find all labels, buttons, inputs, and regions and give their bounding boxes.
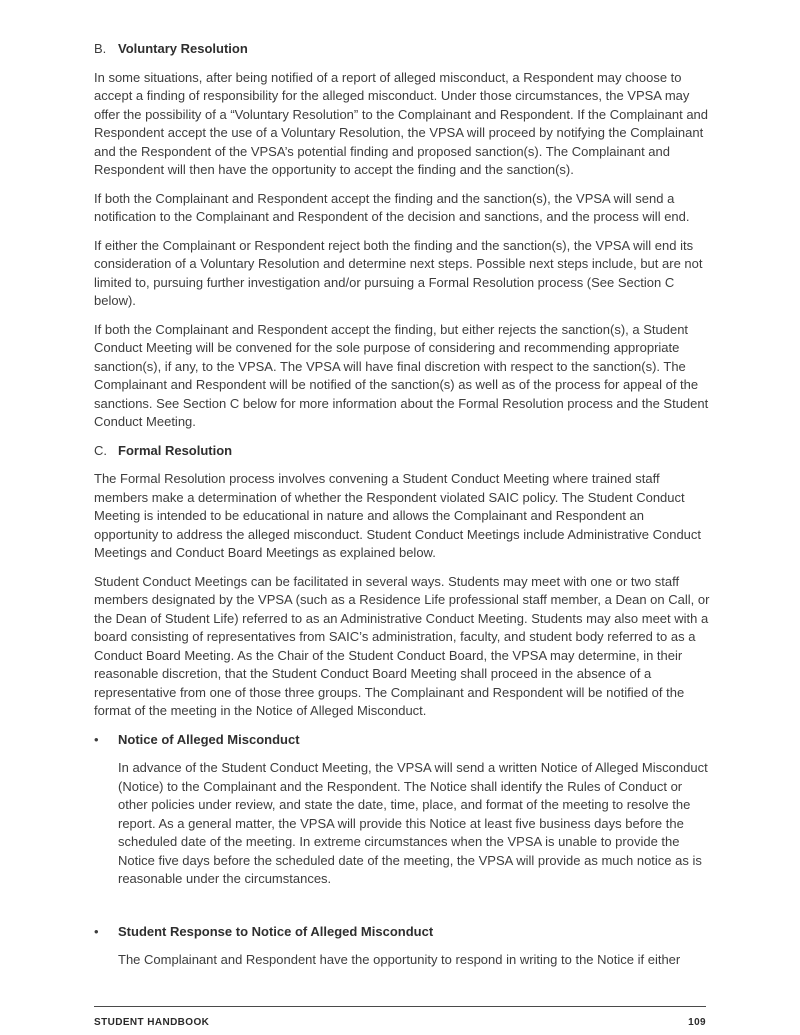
paragraph-b2: If both the Complainant and Respondent accept the finding and the sanction(s), the VPSA will send a notification to the Complainant and Respondent of the decision and sanctions, and the process will end. [94, 190, 690, 224]
bullet-marker: • [94, 731, 99, 747]
bullet-notice-of-alleged-misconduct [94, 731, 710, 750]
paragraph-student-response-body: The Complainant and Respondent have the opportunity to respond in writing to the Notice if either [118, 952, 681, 967]
section-spacer [94, 899, 710, 923]
bullet-student-response [94, 923, 710, 942]
section-title-b: Voluntary Resolution [118, 41, 248, 56]
bullet-title: Notice of Alleged Misconduct [118, 731, 300, 747]
paragraph-b3: If either the Complainant or Respondent reject both the finding and the sanction(s), the VPSA will end its consideration of a Voluntary Resolution and determine next steps. Possible next steps include, but are not limited to, pursuing further investigation and/or pursuing a Formal Resolution process (See Section C below). [94, 237, 703, 308]
section-letter-b: B. [94, 41, 107, 56]
section-title-c: Formal Resolution [118, 442, 233, 458]
footer-document-title: STUDENT HANDBOOK [94, 1017, 210, 1028]
section-letter-c: C. [94, 442, 107, 458]
paragraph-c1: The Formal Resolution process involves convening a Student Conduct Meeting where trained staff members make a determination of whether the Respondent violated SAIC policy. The Student Conduct Meeting is intended to be educational in nature and allows the Complainant and Respondent an opportunity to address the alleged misconduct. Student Conduct Meetings include Administrative Conduct Meetings and Conduct Board Meetings as explained below. [94, 471, 702, 560]
paragraph-b4: If both the Complainant and Respondent accept the finding, but either rejects the sanction(s), a Student Conduct Meeting will be convened for the sole purpose of considering and recommending appropriate sanction(s), if any, to the VPSA. The VPSA will have final discretion with respect to the sanction(s). The Complainant and Respondent will be notified of the sanction(s) as well as of the process for appeal of the sanctions. See Section C below for more information about the Formal Resolution process and the Student Conduct Meeting. [94, 321, 709, 429]
paragraph-notice-body: In advance of the Student Conduct Meeting, the VPSA will send a written Notice of Alleged Misconduct (Notice) to the Complainant and the Respondent. The Notice shall identify the Rules of Conduct or other policies under review, and state the date, time, place, and format of the meeting to resolve the report. As a general matter, the VPSA will provide this Notice at least five business days before the scheduled date of the meeting. In extreme circumstances when the VPSA is unable to provide the Notice five days before the scheduled date of the meeting, the VPSA will provide as much notice as is reasonable under the circumstances. [118, 760, 708, 886]
section-heading-c [94, 442, 710, 461]
paragraph-c2: Student Conduct Meetings can be facilitated in several ways. Students may meet with one or two staff members designated by the VPSA (such as a Residence Life professional staff member, a Dean on Call, or the Dean of Student Life) referred to as an Administrative Conduct Meeting. Students may also meet with a board consisting of representatives from SAIC’s administration, faculty, and student body referred to as a Conduct Board Meeting. As the Chair of the Student Conduct Board, the VPSA may determine, in their reasonable discretion, that the Student Conduct Board Meeting shall proceed in the absence of a representative from one of those three groups. The Complainant and Respondent will be notified of the format of the meeting in the Notice of Alleged Misconduct. [94, 573, 710, 718]
bullet-marker: • [94, 923, 99, 939]
bullet-title: Student Response to Notice of Alleged Misconduct [118, 923, 434, 939]
footer-page-number: 109 [688, 1017, 706, 1028]
page-footer [94, 1006, 706, 1028]
page-content [94, 40, 710, 980]
paragraph-b1: In some situations, after being notified of a report of alleged misconduct, a Respondent may choose to accept a finding of responsibility for the alleged misconduct. Under those circumstances, the VPSA may offer the possibility of a “Voluntary Resolution” to the Complainant and Respondent. If the Complainant and Respondent accept the use of a Voluntary Resolution, the VPSA will proceed by notifying the Complainant and the Respondent of the VPSA’s potential finding and proposed sanction(s). The Complainant and Respondent will then have the opportunity to accept the finding and the sanction(s). [94, 69, 709, 177]
section-heading-b [94, 40, 710, 59]
